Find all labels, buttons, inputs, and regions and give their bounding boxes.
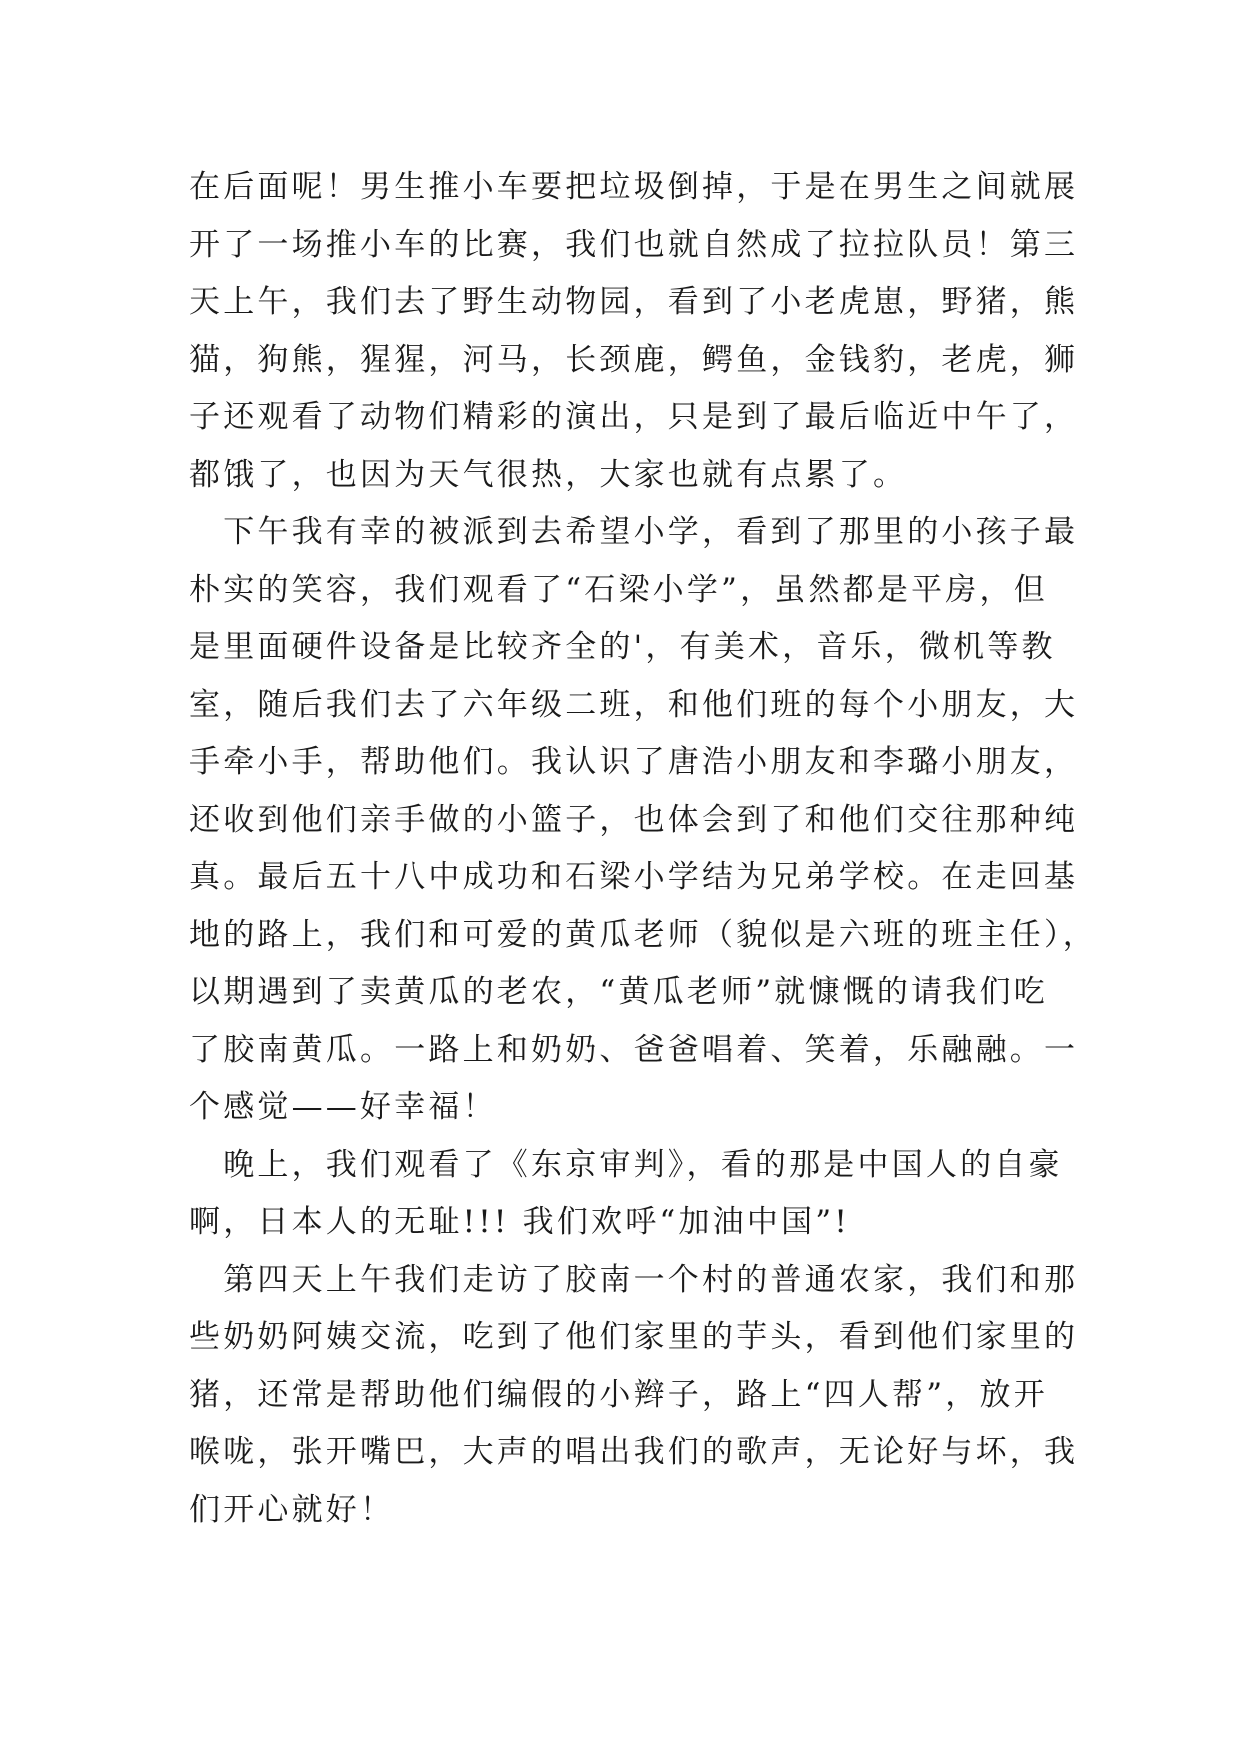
body-text [189,159,1097,1539]
text-line: 晚上，我们观看了《东京审判》，看的那是中国人的自豪 [189,1146,1063,1183]
text-line: 个感觉——好幸福！ [189,1089,497,1125]
text-line: 是里面硬件设备是比较齐全的'，有美术，音乐，微机等教 [189,629,1056,665]
text-line: 室，随后我们去了六年级二班，和他们班的每个小朋友，大 [189,686,1079,723]
text-line: 猪，还常是帮助他们编假的小辫子，路上“四人帮”，放开 [189,1376,1048,1413]
text-line: 些奶奶阿姨交流，吃到了他们家里的芋头，看到他们家里的 [189,1319,1079,1355]
text-line: 喉咙，张开嘴巴，大声的唱出我们的歌声，无论好与坏，我 [189,1434,1079,1470]
text-line: 以期遇到了卖黄瓜的老农，“黄瓜老师”就慷慨的请我们吃 [189,974,1048,1010]
text-line: 天上午，我们去了野生动物园，看到了小老虎崽，野猪，熊 [189,284,1079,320]
text-line: 们开心就好！ [189,1491,395,1528]
text-line: 下午我有幸的被派到去希望小学，看到了那里的小孩子最 [189,514,1079,550]
text-line: 了胶南黄瓜。一路上和奶奶、爸爸唱着、笑着，乐融融。一 [189,1031,1079,1068]
text-line: 还收到他们亲手做的小篮子，也体会到了和他们交往那种纯 [189,801,1079,838]
text-line: 真。最后五十八中成功和石梁小学结为兄弟学校。在走回基 [189,859,1079,895]
text-line: 手牵小手，帮助他们。我认识了唐浩小朋友和李璐小朋友， [189,744,1079,780]
text-line: 啊，日本人的无耻!!! 我们欢呼“加油中国”! [189,1204,850,1240]
text-line: 开了一场推小车的比赛，我们也就自然成了拉拉队员！第三 [189,226,1079,263]
text-line: 在后面呢！男生推小车要把垃圾倒掉，于是在男生之间就展 [189,169,1079,205]
text-line: 第四天上午我们走访了胶南一个村的普通农家，我们和那 [189,1261,1079,1298]
text-line: 子还观看了动物们精彩的演出，只是到了最后临近中午了， [189,399,1079,435]
text-line: 朴实的笑容，我们观看了“石梁小学”，虽然都是平房，但 [189,571,1048,608]
text-line: 都饿了，也因为天气很热，大家也就有点累了。 [189,456,908,493]
text-line: 地的路上，我们和可爱的黄瓜老师（貌似是六班的班主任）， [189,916,1097,953]
text-line: 猫，狗熊，猩猩，河马，长颈鹿，鳄鱼，金钱豹，老虎，狮 [189,341,1079,378]
